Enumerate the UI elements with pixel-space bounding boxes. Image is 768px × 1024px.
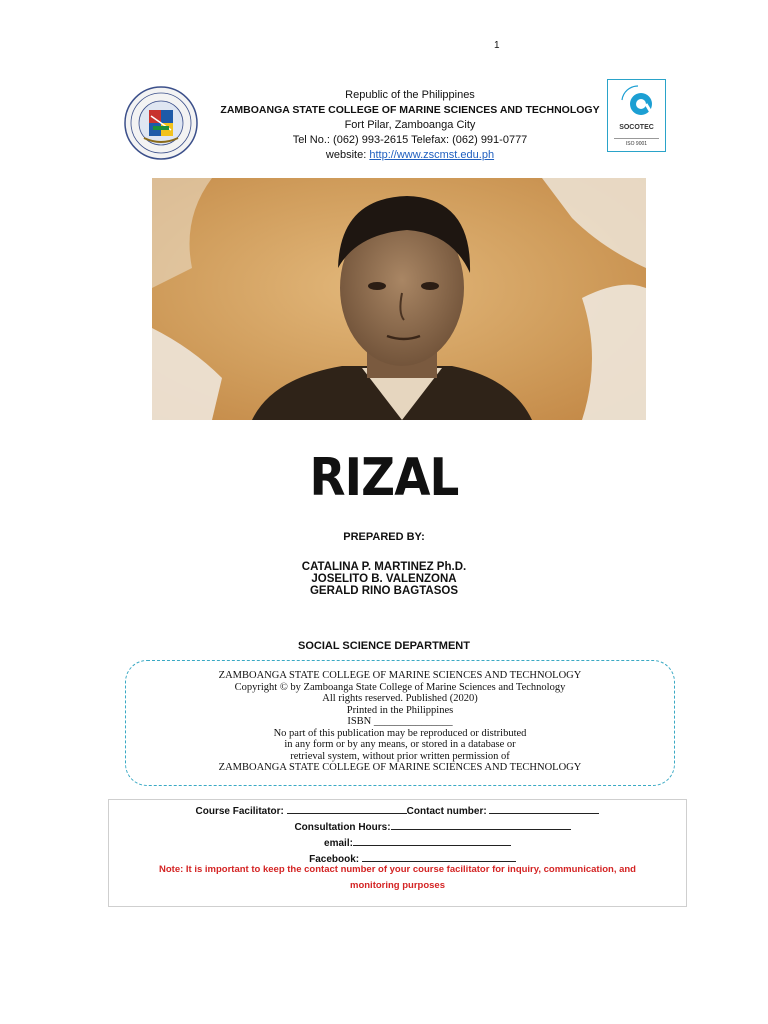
facebook-label: Facebook: [309, 854, 360, 865]
rizal-portrait-banner [152, 178, 646, 420]
school-name: ZAMBOANGA STATE COLLEGE OF MARINE SCIENCES AND TECHNOLOGY [220, 104, 600, 116]
author-name: CATALINA P. MARTINEZ Ph.D. [301, 561, 467, 573]
copyright-line: retrieval system, without prior written permission of [290, 750, 510, 762]
republic-line: Republic of the Philippines [345, 89, 475, 101]
school-address: Fort Pilar, Zamboanga City [344, 119, 476, 131]
email-blank[interactable] [353, 836, 511, 846]
copyright-line: ZAMBOANGA STATE COLLEGE OF MARINE SCIENCES AND TECHNOLOGY [218, 670, 582, 681]
email-label: email: [324, 838, 353, 849]
copyright-notice-box [125, 660, 675, 786]
page-number: 1 [494, 40, 500, 51]
copyright-line: ZAMBOANGA STATE COLLEGE OF MARINE SCIENCES AND TECHNOLOGY [218, 762, 582, 773]
facilitator-label: Course Facilitator: [195, 806, 284, 817]
author-name: JOSELITO B. VALENZONA [311, 573, 457, 585]
school-phone: Tel No.: (062) 993-2615 Telefax: (062) 991-0777 [292, 134, 528, 146]
cert-brand: SOCOTEC [619, 124, 654, 131]
email-row [109, 836, 686, 849]
facilitator-blank[interactable] [287, 804, 407, 814]
cert-iso: ISO 9001 [614, 138, 659, 147]
website-label: website: [325, 149, 370, 161]
department-name: SOCIAL SCIENCE DEPARTMENT [298, 640, 470, 652]
copyright-line: Printed in the Philippines [346, 704, 454, 716]
copyright-line: ISBN _______________ [347, 716, 453, 727]
website-link[interactable]: http://www.zscmst.edu.ph [369, 149, 495, 161]
facebook-blank[interactable] [362, 852, 516, 862]
author-name: GERALD RINO BAGTASOS [309, 585, 458, 597]
consultation-blank[interactable] [391, 820, 571, 830]
socotec-certification-logo [607, 79, 666, 152]
socotec-icon [608, 80, 665, 124]
contact-note: Note: It is important to keep the contact number of your course facilitator for inquiry, communication, and monitoring purposes [159, 864, 636, 891]
contact-number-blank[interactable] [489, 804, 599, 814]
consultation-row [109, 820, 686, 833]
consultation-label: Consultation Hours: [294, 822, 391, 833]
copyright-line: in any form or by any means, or stored in a database or [284, 739, 516, 750]
college-seal-logo [124, 86, 198, 160]
facilitator-row [109, 804, 686, 817]
contact-info-box [108, 799, 687, 907]
copyright-line: Copyright © by Zamboanga State College of Marine Sciences and Technology [234, 681, 566, 693]
document-title: RIZAL [309, 448, 459, 508]
copyright-line: No part of this publication may be reproduced or distributed [273, 727, 527, 739]
website-line [210, 148, 610, 163]
prepared-by-label: PREPARED BY: [343, 531, 425, 543]
contact-number-label: Contact number: [406, 806, 487, 817]
authors-list [0, 561, 768, 597]
copyright-line: All rights reserved. Published (2020) [322, 693, 478, 704]
letterhead [210, 88, 610, 163]
